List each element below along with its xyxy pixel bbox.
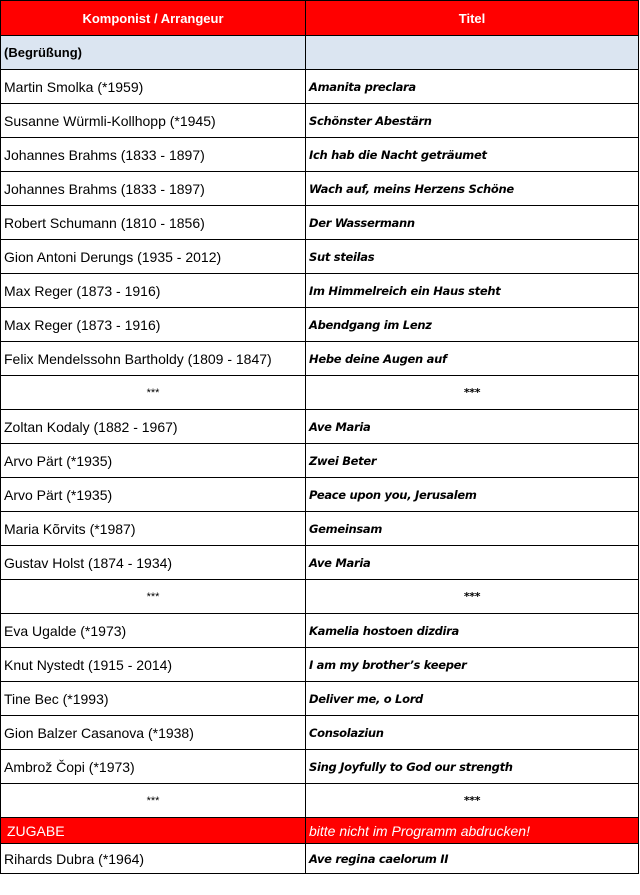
program-row [1,206,639,240]
program-row [1,274,639,308]
title-cell: Im Himmelreich ein Haus steht [306,274,639,308]
program-row [1,478,639,512]
separator-row [1,784,639,818]
title-cell: Amanita preclara [306,70,639,104]
title-cell: Ave regina caelorum II [306,844,639,874]
composer-cell: Tine Bec (*1993) [1,682,306,716]
program-row [1,410,639,444]
separator-cell: *** [1,784,306,818]
separator-cell: *** [306,784,639,818]
composer-cell: Arvo Pärt (*1935) [1,444,306,478]
title-cell: Hebe deine Augen auf [306,342,639,376]
title-cell: Sing Joyfully to God our strength [306,750,639,784]
title-cell: Peace upon you, Jerusalem [306,478,639,512]
separator-cell: *** [1,376,306,410]
separator-cell: *** [1,580,306,614]
title-cell: Der Wassermann [306,206,639,240]
composer-cell: Zoltan Kodaly (1882 - 1967) [1,410,306,444]
program-row [1,546,639,580]
greeting-empty-cell [306,36,639,70]
separator-row [1,376,639,410]
greeting-label: (Begrüßung) [1,36,306,70]
title-cell: Deliver me, o Lord [306,682,639,716]
encore-label: ZUGABE [1,818,306,844]
title-cell: Ave Maria [306,546,639,580]
encore-piece-row [1,844,639,874]
title-column-header: Titel [306,1,639,36]
encore-note: bitte nicht im Programm abdrucken! [306,818,639,844]
title-cell: Kamelia hostoen dizdira [306,614,639,648]
program-row [1,104,639,138]
composer-cell: Maria Kõrvits (*1987) [1,512,306,546]
program-row [1,682,639,716]
composer-cell: Gustav Holst (1874 - 1934) [1,546,306,580]
header-row [1,1,639,36]
composer-cell: Susanne Würmli-Kollhopp (*1945) [1,104,306,138]
composer-cell: Max Reger (1873 - 1916) [1,274,306,308]
program-row [1,138,639,172]
title-cell: Ich hab die Nacht geträumet [306,138,639,172]
composer-cell: Max Reger (1873 - 1916) [1,308,306,342]
program-row [1,308,639,342]
separator-row [1,580,639,614]
composer-cell: Gion Balzer Casanova (*1938) [1,716,306,750]
title-cell: Wach auf, meins Herzens Schöne [306,172,639,206]
program-row [1,750,639,784]
composer-cell: Felix Mendelssohn Bartholdy (1809 - 1847) [1,342,306,376]
title-cell: Ave Maria [306,410,639,444]
separator-cell: *** [306,376,639,410]
program-row [1,342,639,376]
composer-cell: Knut Nystedt (1915 - 2014) [1,648,306,682]
program-row [1,716,639,750]
composer-column-header: Komponist / Arrangeur [1,1,306,36]
program-row [1,240,639,274]
title-cell: Zwei Beter [306,444,639,478]
title-cell: Gemeinsam [306,512,639,546]
title-cell: Schönster Abestärn [306,104,639,138]
composer-cell: Gion Antoni Derungs (1935 - 2012) [1,240,306,274]
program-row [1,70,639,104]
composer-cell: Johannes Brahms (1833 - 1897) [1,172,306,206]
encore-row [1,818,639,844]
composer-cell: Ambrož Čopi (*1973) [1,750,306,784]
program-row [1,648,639,682]
composer-cell: Arvo Pärt (*1935) [1,478,306,512]
composer-cell: Robert Schumann (1810 - 1856) [1,206,306,240]
program-row [1,512,639,546]
program-row [1,614,639,648]
composer-cell: Rihards Dubra (*1964) [1,844,306,874]
composer-cell: Martin Smolka (*1959) [1,70,306,104]
title-cell: I am my brother’s keeper [306,648,639,682]
greeting-row [1,36,639,70]
program-row [1,444,639,478]
separator-cell: *** [306,580,639,614]
program-row [1,172,639,206]
composer-cell: Eva Ugalde (*1973) [1,614,306,648]
composer-cell: Johannes Brahms (1833 - 1897) [1,138,306,172]
title-cell: Consolaziun [306,716,639,750]
title-cell: Abendgang im Lenz [306,308,639,342]
title-cell: Sut steilas [306,240,639,274]
